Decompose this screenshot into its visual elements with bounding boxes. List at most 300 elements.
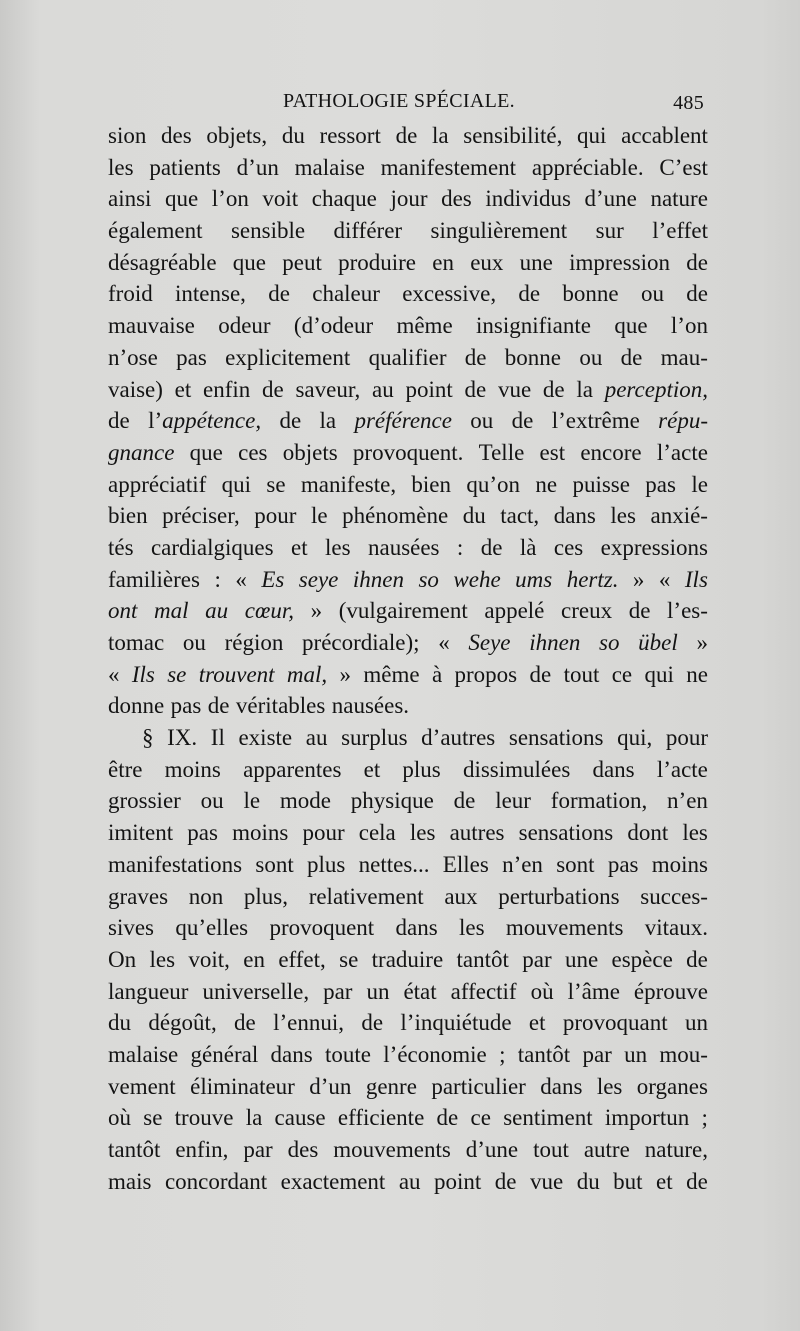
text-line: [108, 374, 708, 406]
text-fragment: de: [234, 1010, 256, 1036]
text-fragment: insignifiante: [476, 313, 591, 339]
text-fragment: pas: [176, 344, 207, 370]
word: [188, 944, 230, 976]
word: [453, 564, 500, 596]
word: [108, 564, 200, 596]
text-fragment: §: [142, 725, 154, 751]
word: [652, 215, 708, 247]
word: [280, 785, 331, 817]
text-fragment: précordiale);: [302, 630, 420, 655]
word: [403, 976, 436, 1008]
text-fragment: des: [161, 123, 192, 148]
text-line: [108, 1007, 708, 1039]
italic-fragment: trouvent: [198, 661, 275, 687]
text-fragment: l’inquiétude: [400, 1010, 512, 1036]
word: [372, 374, 394, 406]
word: [266, 469, 285, 501]
text-fragment: concordant: [164, 1168, 268, 1194]
text-fragment: d’autres: [421, 725, 496, 751]
italic-fragment: so: [418, 566, 439, 592]
word: [262, 374, 284, 406]
word: [231, 215, 305, 247]
italic-fragment: ihnen: [529, 630, 581, 655]
word: [612, 659, 632, 691]
word: [399, 1166, 421, 1198]
text-fragment: région: [224, 630, 284, 655]
word: [410, 817, 436, 849]
word: [309, 881, 424, 913]
word: [190, 437, 223, 469]
text-fragment: ;: [701, 1105, 708, 1131]
text-fragment: de: [529, 661, 552, 687]
word: [273, 1007, 344, 1039]
word: [465, 342, 487, 374]
word: [381, 152, 516, 184]
text-fragment: de: [262, 376, 284, 402]
word: [353, 564, 404, 596]
text-line: [108, 1039, 708, 1071]
text-fragment: dissimulées: [462, 756, 571, 782]
text-fragment: importun: [604, 1105, 690, 1131]
word: [577, 1166, 600, 1198]
word: [311, 595, 323, 627]
text-fragment: mode: [279, 788, 331, 814]
text-fragment: existe: [238, 725, 293, 751]
word: [520, 247, 553, 279]
text-line: [108, 1166, 708, 1198]
word: [175, 1134, 228, 1166]
text-fragment: l’âme: [567, 978, 620, 1004]
text-fragment: affectif: [450, 978, 517, 1004]
text-fragment: individus: [485, 186, 571, 212]
word: [108, 152, 134, 184]
word: [108, 944, 136, 976]
text-fragment: perturbations: [498, 883, 620, 909]
text-line: [108, 437, 708, 469]
text-fragment: non: [188, 883, 224, 909]
page-number: 485: [673, 92, 704, 114]
word: [108, 754, 142, 786]
text-fragment: »: [310, 598, 323, 624]
text-fragment: sensations: [518, 820, 614, 846]
word: [354, 405, 451, 437]
text-fragment: sur: [595, 218, 624, 244]
word: [233, 247, 266, 279]
italic-fragment: appétence,: [162, 408, 262, 434]
word: [596, 215, 624, 247]
italic-fragment: wehe: [453, 566, 501, 592]
text-fragment: autres: [449, 820, 505, 846]
text-fragment: tantôt: [517, 1041, 571, 1067]
word: [390, 183, 427, 215]
text-fragment: se: [143, 1105, 163, 1131]
word: [312, 278, 380, 310]
text-fragment: de: [268, 281, 290, 307]
word: [579, 342, 602, 374]
word: [108, 278, 153, 310]
text-fragment: plus: [402, 756, 441, 782]
word: [243, 944, 265, 976]
text-fragment: de: [628, 598, 651, 624]
text-fragment: là: [519, 534, 537, 560]
word: [244, 881, 288, 913]
word: [651, 500, 708, 532]
word: [685, 564, 708, 596]
word: [613, 1166, 642, 1198]
text-fragment: d’une: [465, 1137, 519, 1162]
word: [533, 1134, 569, 1166]
text-fragment: dans: [592, 756, 635, 782]
word: [402, 278, 496, 310]
text-fragment: éprouve: [633, 978, 708, 1004]
text-fragment: que: [189, 439, 223, 465]
text-fragment: «: [108, 661, 120, 687]
text-fragment: IX.: [167, 725, 198, 751]
word: [691, 469, 708, 501]
word: [530, 1166, 563, 1198]
text-fragment: universelle,: [202, 978, 310, 1004]
text-fragment: bonne: [504, 344, 562, 370]
word: [540, 1071, 582, 1103]
text-line: [108, 944, 708, 976]
word: [481, 532, 503, 564]
text-fragment: moins: [232, 820, 289, 846]
text-fragment: de: [686, 281, 708, 307]
text-fragment: la: [576, 376, 593, 402]
text-fragment: leur: [495, 788, 531, 814]
word: [503, 1102, 592, 1134]
text-fragment: apparentes: [243, 756, 342, 782]
word: [108, 690, 164, 722]
word: [199, 659, 275, 691]
word: [519, 817, 614, 849]
word: [572, 469, 630, 501]
text-fragment: particulier: [431, 1073, 526, 1099]
word: [522, 944, 551, 976]
text-fragment: mou-: [659, 1041, 708, 1067]
word: [341, 722, 407, 754]
text-fragment: du: [108, 1010, 131, 1036]
text-fragment: cela: [358, 820, 396, 846]
word: [614, 310, 647, 342]
text-fragment: mauvaise: [108, 313, 195, 339]
text-fragment: ressort: [319, 123, 381, 148]
text-fragment: où: [530, 978, 554, 1004]
word: [108, 437, 174, 469]
word: [339, 944, 358, 976]
text-fragment: moins: [164, 756, 221, 782]
word: [142, 722, 154, 754]
text-fragment: sensations: [508, 725, 604, 751]
word: [396, 120, 418, 152]
word: [608, 849, 639, 881]
word: [332, 690, 409, 722]
text-fragment: Il: [210, 725, 225, 751]
text-line: [108, 247, 708, 279]
word: [438, 627, 450, 659]
text-fragment: dans: [395, 915, 438, 941]
text-fragment: l’effet: [652, 218, 708, 244]
text-fragment: en: [432, 249, 454, 275]
word: [342, 500, 448, 532]
text-fragment: manifeste,: [300, 471, 397, 497]
word: [543, 374, 565, 406]
text-fragment: C’est: [659, 154, 708, 180]
text-line: [108, 310, 708, 342]
word: [372, 944, 444, 976]
word: [485, 183, 571, 215]
word: [554, 500, 596, 532]
text-fragment: que: [614, 313, 648, 339]
word: [108, 1071, 176, 1103]
text-fragment: manifestement: [380, 154, 517, 180]
text-fragment: au: [305, 725, 328, 751]
text-fragment: anxié-: [650, 503, 708, 529]
text-fragment: ces: [238, 439, 268, 465]
text-fragment: eux: [470, 249, 504, 275]
text-fragment: sives: [108, 915, 154, 941]
word: [650, 183, 707, 215]
text-fragment: général: [190, 1041, 259, 1067]
text-fragment: et: [528, 1010, 546, 1036]
word: [582, 1039, 611, 1071]
word: [402, 754, 440, 786]
text-fragment: tout: [563, 661, 600, 687]
text-fragment: voit,: [188, 946, 230, 972]
word: [471, 1102, 491, 1134]
word: [520, 532, 537, 564]
text-fragment: cause: [274, 1105, 326, 1131]
italic-fragment: so: [599, 630, 620, 655]
word: [203, 374, 250, 406]
text-fragment: aux: [444, 883, 478, 909]
text-fragment: On: [108, 946, 137, 972]
text-fragment: qui,: [617, 725, 653, 751]
word: [283, 437, 338, 469]
text-fragment: impression: [569, 249, 671, 275]
text-fragment: familières: [108, 566, 200, 592]
word: [576, 374, 593, 406]
word: [148, 405, 261, 437]
text-fragment: de: [480, 534, 503, 560]
italic-fragment: Seye: [468, 630, 511, 655]
text-fragment: formation,: [550, 788, 648, 814]
text-fragment: des: [287, 1137, 319, 1162]
text-fragment: mais: [108, 1168, 152, 1194]
word: [484, 595, 544, 627]
text-fragment: un: [624, 1041, 648, 1067]
word: [569, 247, 670, 279]
word: [154, 595, 189, 627]
word: [656, 1166, 673, 1198]
word: [325, 1039, 371, 1071]
word: [459, 912, 485, 944]
text-fragment: espèce: [611, 946, 673, 972]
text-fragment: trouve: [174, 1105, 234, 1131]
text-fragment: provoquant: [562, 1010, 668, 1036]
text-fragment: éliminateur: [190, 1073, 295, 1099]
word: [108, 1007, 131, 1039]
word: [151, 532, 274, 564]
text-fragment: nature,: [644, 1137, 708, 1162]
text-fragment: le: [691, 471, 708, 497]
text-fragment: sont: [255, 851, 294, 877]
word: [225, 342, 350, 374]
text-fragment: appréciable.: [531, 154, 644, 180]
text-fragment: tantôt: [108, 1137, 161, 1162]
word: [288, 1134, 319, 1166]
text-fragment: ou: [640, 281, 664, 307]
word: [108, 183, 151, 215]
text-fragment: pas: [170, 693, 202, 719]
text-fragment: l’économie: [383, 1041, 487, 1067]
text-fragment: ce: [611, 661, 633, 687]
text-fragment: la: [245, 1105, 263, 1131]
text-fragment: être: [108, 756, 143, 782]
text-line: [108, 595, 708, 627]
text-fragment: qui: [577, 123, 607, 148]
word: [479, 437, 525, 469]
word: [531, 976, 554, 1008]
text-fragment: mau-: [660, 344, 708, 370]
italic-fragment: au: [205, 598, 229, 624]
word: [205, 595, 228, 627]
text-fragment: relativement: [308, 883, 424, 909]
text-line: [108, 912, 708, 944]
text-fragment: les: [108, 154, 134, 180]
text-fragment: qualifier: [368, 344, 447, 370]
text-fragment: et: [363, 756, 381, 782]
word: [444, 881, 477, 913]
text-fragment: toute: [325, 1041, 371, 1067]
word: [466, 469, 520, 501]
text-fragment: en: [243, 946, 265, 972]
text-fragment: qui: [644, 661, 674, 687]
word: [232, 817, 288, 849]
text-line: [108, 722, 708, 754]
text-fragment: malaise: [294, 154, 365, 180]
word: [515, 564, 552, 596]
word: [353, 437, 464, 469]
word: [466, 1134, 518, 1166]
text-fragment: mouvements: [333, 1137, 451, 1162]
word: [629, 595, 651, 627]
text-fragment: enfin,: [175, 1137, 229, 1162]
word: [363, 659, 419, 691]
text-line: [108, 405, 708, 437]
text-fragment: provoquent: [269, 915, 375, 941]
text-fragment: du: [576, 1168, 600, 1194]
word: [183, 627, 206, 659]
text-fragment: de: [686, 946, 708, 972]
text-fragment: de: [207, 693, 230, 719]
text-fragment: et: [174, 376, 192, 402]
text-fragment: n’en: [667, 788, 708, 814]
text-fragment: de: [518, 281, 541, 307]
text-fragment: pas: [187, 820, 218, 846]
text-fragment: l’: [148, 408, 163, 434]
text-line: [108, 659, 708, 691]
text-fragment: »: [696, 630, 708, 655]
word: [311, 500, 328, 532]
text-fragment: vement: [108, 1073, 176, 1099]
text-fragment: peut: [282, 249, 322, 275]
word: [383, 1039, 486, 1071]
text-fragment: vitaux.: [644, 915, 708, 941]
text-fragment: de: [686, 249, 708, 275]
word: [108, 1039, 178, 1071]
text-line: [108, 785, 708, 817]
text-fragment: patients: [149, 154, 221, 180]
text-fragment: le: [243, 788, 261, 814]
text-fragment: et: [291, 534, 308, 560]
word: [645, 659, 674, 691]
italic-fragment: gnance: [108, 439, 175, 465]
word: [463, 120, 562, 152]
text-fragment: creux: [561, 598, 613, 624]
text-fragment: par: [323, 978, 353, 1004]
word: [406, 374, 453, 406]
word: [552, 405, 640, 437]
word: [366, 1071, 417, 1103]
text-fragment: ou: [579, 344, 603, 370]
word: [627, 817, 668, 849]
text-fragment: les: [596, 1073, 623, 1099]
text-fragment: appréciatif: [108, 471, 207, 497]
text-fragment: de: [542, 376, 565, 402]
word: [457, 944, 509, 976]
word: [323, 976, 352, 1008]
text-fragment: singulièrement: [430, 218, 568, 244]
word: [162, 500, 240, 532]
word: [454, 785, 476, 817]
text-fragment: ce: [470, 1105, 491, 1131]
word: [431, 215, 568, 247]
word: [175, 1102, 234, 1134]
word: [564, 659, 600, 691]
word: [685, 1007, 708, 1039]
text-fragment: excessive,: [402, 281, 497, 307]
word: [176, 342, 207, 374]
text-fragment: de: [686, 1168, 708, 1194]
word: [592, 754, 634, 786]
word: [187, 817, 218, 849]
text-fragment: grossier: [108, 788, 181, 814]
word: [605, 374, 708, 406]
word: [465, 374, 487, 406]
word: [108, 405, 130, 437]
text-fragment: véritables: [235, 693, 326, 719]
text-fragment: l’acte: [656, 756, 708, 782]
text-fragment: phénomène: [342, 503, 449, 529]
word: [149, 152, 221, 184]
word: [612, 944, 673, 976]
word: [396, 310, 452, 342]
text-fragment: bien: [108, 503, 148, 529]
word: [108, 342, 158, 374]
word: [580, 437, 641, 469]
word: [584, 1134, 630, 1166]
text-fragment: moins: [651, 851, 708, 877]
text-fragment: tact,: [500, 503, 540, 529]
word: [621, 342, 643, 374]
word: [108, 659, 120, 691]
word: [202, 976, 309, 1008]
word: [645, 469, 676, 501]
word: [518, 1039, 570, 1071]
word: [463, 500, 486, 532]
text-fragment: de: [395, 123, 418, 148]
